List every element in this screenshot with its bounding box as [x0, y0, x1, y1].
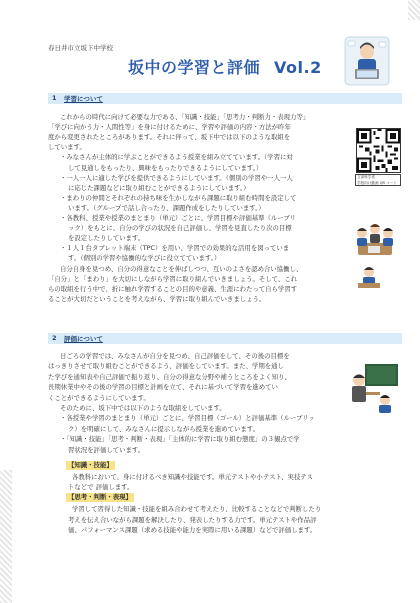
section-1-line: を設定したりしています。	[68, 234, 145, 243]
section-1-header	[48, 93, 402, 104]
teacher-classroom-illustration	[345, 362, 400, 414]
qr-caption-line-2: 学校向け動画 QR コード	[357, 180, 397, 185]
criteria-line: 学習して習得した知識・技能を組み合わせて考えたり、比較することなどで判断したり	[72, 505, 322, 514]
criteria-line: 考えを伝え合いながら課題を解決したり、発表したりする力です。単元テストや作品評	[68, 515, 317, 524]
section-2-line: 長期休業中やその後の学習の目標と計画を立て、それに基づいて学習を進めてい	[48, 383, 278, 392]
section-1-line: ・みなさんが主体的に学ぶことができるよう授業を組み立てています。（学習に対	[60, 153, 293, 162]
student-laptop-illustration	[344, 36, 390, 86]
section-1-title: 学習について	[64, 95, 103, 103]
section-2-line: 日ごろの学習では、みなさんが自分を見つめ、自己評価をして、その後の目標を	[60, 352, 290, 360]
qr-caption-line-1: 文部科学省	[357, 175, 375, 179]
section-1-line: ・１人１台タブレット端末（TPC）を用い、学習での効果的な活用を図っていま	[60, 244, 290, 253]
section-1-line: ック）をもとに、自分の学びの状況を自己評価し、学習を見直したり次の目標	[68, 224, 292, 233]
section-1-line: ・まわりの仲間とそれぞれの持ち味を生かしながら課題に取り組む時間を設定して	[60, 193, 297, 202]
section-1-line: ・一人一人に適した学びを提供できるようにしています。（個別の学習や一人一人	[60, 173, 293, 182]
section-1-line: しています。	[48, 143, 86, 152]
title-text: 坂中の学習と評価	[128, 58, 261, 77]
school-name: 春日井市立坂下中学校	[48, 44, 113, 52]
section-2-line: ・各授業や学習のまとまり（単元）ごとに、学習目標（ゴール）と評価基準（ルーブリッ	[60, 414, 315, 423]
section-2-line: た学びを通知表や自己評価で振り返り、自分の得意な分野や補うところをよく知り、	[48, 372, 291, 381]
section-2-line: くことができるようにしています。	[48, 393, 150, 402]
section-1-line: らの取組を行う中で、折に触れ学習することの目的や意義、生涯にわたって自ら学習す	[48, 284, 298, 293]
group-discussion-illustration	[350, 217, 400, 261]
qr-caption	[355, 174, 401, 186]
section-1-line: す。（個別の学習や協働的な学びに役立てています。）	[68, 254, 221, 263]
section-1-line: 自分自身を見つめ、自分の得意なことを伸ばしつつ、互いのよさを認め合い協働し、	[60, 264, 303, 273]
section-1-line: 「自分」と「まわり」を大切にしながら学習に取り組んでいきましょう。そして、これ	[48, 274, 298, 283]
title-volume: Vol.2	[274, 58, 322, 77]
section-2-title: 評価について	[64, 335, 103, 343]
page-title	[128, 55, 322, 78]
section-1-line: ・各教科、授業や授業のまとまり（単元）ごとに、学習目標や評価基準（ルーブリ	[60, 214, 296, 222]
section-2-line: ク）を明確にして、みなさんに提示しながら授業を進めています。	[68, 424, 260, 433]
section-2-line: はっきりさせて取り組むことができるよう、評価をしています。また、学期を通し	[48, 362, 284, 371]
decorative-stripe-top	[408, 0, 420, 20]
student-study-illustration	[354, 264, 384, 290]
criteria-line: 各教科において、身に付けるべき知識や技能です。単元テストや小テスト、実技テス	[72, 473, 313, 481]
section-1-line: して見通しをもったり、興味をもったりできるようにしています。）	[68, 163, 263, 172]
section-2-line: 習状況を評価しています。	[68, 445, 145, 454]
section-1-line: これからの時代に向けて必要な力である、「知識・技能」「思考力・判断力・表現力等」	[60, 113, 310, 121]
criteria-label: 【思考・判断・表現】	[68, 493, 132, 502]
section-2-header	[48, 333, 402, 344]
decorative-stripe	[0, 470, 12, 603]
criteria-line: 価、パフォーマンス課題（求める技能や能力を実際に用いる課題）などで評価します。	[68, 525, 317, 534]
section-1-line: に応じた課題などに取り組むことができるようにしています。）	[68, 183, 250, 192]
section-1-line: 度から変更されたところがあります。それに伴って、坂下中では以下のような取組を	[48, 133, 291, 142]
section-1-number: 1	[52, 94, 57, 102]
section-2-line: そのために、坂下中では以下のような取組をしています。	[60, 404, 226, 412]
qr-code[interactable]	[356, 128, 401, 173]
section-2-line: ・「知識・技能」「思考・判断・表現」「主体的に学習に取り組む態度」の３観点で学	[60, 435, 300, 444]
section-2-number: 2	[52, 334, 57, 342]
section-1-line: ることが大切だということを考えながら、学習に取り組んでいきましょう。	[48, 294, 266, 303]
criteria-line: トなどで 評価します。	[68, 483, 134, 492]
section-1-line: 「学びに向かう力・人間性等」を身に付けるために、学習や評価の内容・方法が昨年	[48, 123, 291, 132]
section-1-line: います。（グループで話し合ったり、課題作成をしたりしています。）	[68, 203, 265, 212]
criteria-label: 【知識・技能】	[68, 461, 113, 469]
